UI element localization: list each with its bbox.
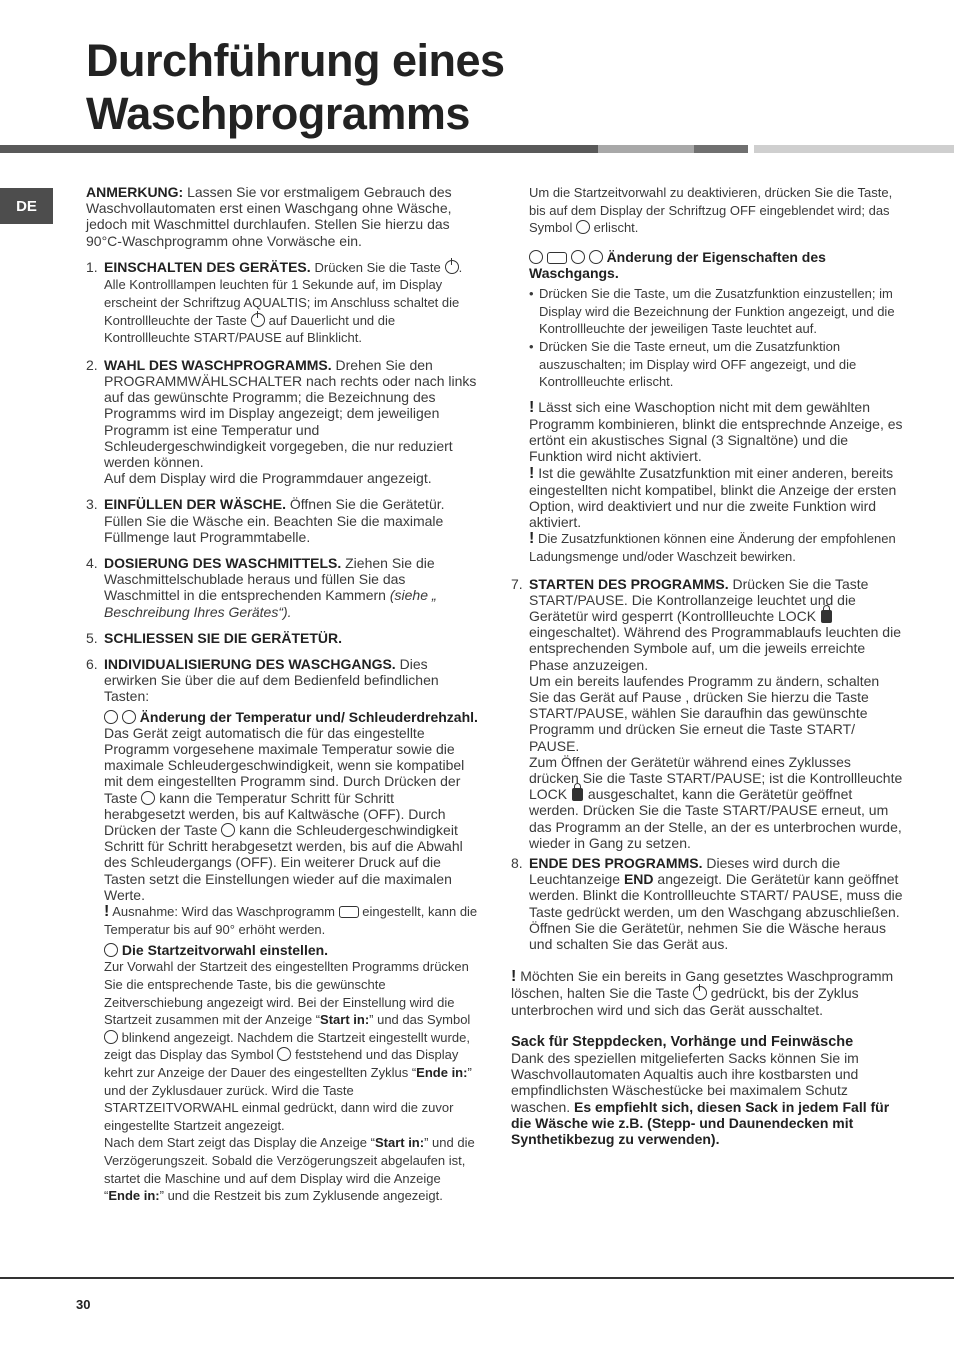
warning-icon: !	[104, 903, 110, 921]
list-item: 2. WAHL DES WASCHPROGRAMMS. Drehen Sie den PROGRAMMWÄHLSCHALTER nach rechts oder nach links auf das gewünschte Programm; die Bezeichnung des Programms wird im Display angezeigt; dem jeweiligen Programm ist eine Temperatur und Schleudergeschwindigkeit vorgegeben, die nur reduziert werden können. Auf dem Display wird die Programmdauer angezeigt.	[86, 356, 477, 487]
list-item: 1. EINSCHALTEN DES GERÄTES. Drücken Sie die Taste . Alle Kontrolllampen leuchten für 1 Sekunde auf, im Display erscheint der Schriftzug AQUALTIS; im Anschluss schaltet die Kontrollleuchte der Taste auf Dauerlicht und die Kontrollleuchte START/PAUSE auf Blinklicht.	[86, 258, 463, 346]
footer-rule	[0, 1277, 954, 1279]
spin-icon	[122, 710, 136, 724]
delay-timer-icon	[104, 1030, 118, 1044]
page-title: Durchführung eines Waschprogramms	[86, 35, 505, 139]
header-rule	[0, 145, 598, 153]
language-tab: DE	[0, 188, 53, 224]
list-item: 8. ENDE DES PROGRAMMS. Dieses wird durch die Leuchtanzeige END angezeigt. Die Gerätetür kann geöffnet werden. Blinkt die Kontrollleuchte START/ PAUSE, muss die Taste gedrückt werden, um den Waschgang abzuschließen. Öffnen Sie die Gerätetür, nehmen Sie die Wäsche heraus und schalten Sie das Gerät aus.	[511, 855, 903, 953]
iron-icon	[547, 252, 567, 264]
list-item: 5. SCHLIESSEN SIE DIE GERÄTETÜR.	[86, 629, 343, 646]
note-paragraph: ANMERKUNG: Lassen Sie vor erstmaligem Gebrauch des Waschvollautomaten erst einen Waschgang ohne Wäsche, jedoch mit Waschmittel durchlaufen. Stellen Sie hierzu das 90°C-Waschprogramm ohne Vorwäsche ein.	[86, 184, 452, 249]
delay-timer-icon	[576, 220, 590, 234]
delay-section: Die Startzeitvorwahl einstellen. Zur Vorwahl der Startzeit des eingestellten Programms drücken Sie die entsprechende Taste, bis die gewünschte Zeitverschiebung angezeigt wird. Bei der Einstellung wird die Startzeit zusammen mit der Anzeige “Start in:” und das Symbol blinkend angezeigt. Nachdem die Startzeit eingestellt wurde, zeigt das Display das Symbol feststehend und das Display kehrt zur Anzeige der Dauer des eingestellten Zyklus “Ende in:” und der Zyklusdauer zurück. Wird die Taste STARTZEITVORWAHL einmal gedrückt, dann wird die zuvor eingestellte Startzeit angezeigt. Nach dem Start zeigt das Display die Anzeige “Start in:” und die Verzögerungszeit. Sobald die Verzögerungszeit abgelaufen ist, startet die Maschine und auf dem Display wird die Anzeige “Ende in:” und die Restzeit bis zum Zyklusende angezeigt.	[104, 942, 475, 1204]
right-column	[511, 184, 903, 1147]
warning-icon: !	[511, 968, 517, 986]
temperature-icon	[104, 710, 118, 724]
power-icon	[251, 313, 265, 327]
delay-timer-icon	[104, 943, 118, 957]
deactivate-paragraph: Um die Startzeitvorwahl zu deaktivieren, drücken Sie die Taste, bis auf dem Display der Schriftzug OFF eingeblendet wird; das Symbol erlischt.	[529, 185, 893, 236]
program-90-icon	[339, 906, 359, 918]
delay-timer-icon	[277, 1047, 291, 1061]
temperature-section: Änderung der Temperatur und/ Schleuderdrehzahl. Das Gerät zeigt automatisch die für das eingestellte Programm vorgesehene maximale Temperatur sowie die maximale Schleudergeschwindigkeit, wenn sie kompatibel mit dem eingestellten Programm sind. Durch Drücken der Taste kann die Temperatur Schritt für Schritt herabgesetzt werden, bis auf Kaltwäsche (OFF). Durch Drücken der Taste kann die Schleudergeschwindigkeit Schritt für Schritt herabgesetzt werden, bis auf die Abwahl des Schleudergangs (OFF). Ein weiterer Druck auf die Tasten setzt die Einstellungen wieder auf die maximalen Werte. ! Ausnahme: Wird das Waschprogramm eingestellt, kann die Temperatur bis auf 90° erhöht werden.	[104, 708, 478, 937]
page-number: 30	[76, 1297, 91, 1312]
lock-icon	[572, 788, 583, 801]
rinse-icon	[571, 250, 585, 264]
temperature-icon	[141, 791, 155, 805]
spin-icon	[221, 823, 235, 837]
list-item: 4. DOSIERUNG DES WASCHMITTELS. Ziehen Sie die Waschmittelschublade heraus und füllen Sie das Waschmittel in die entsprechenden Kammern (siehe „ Beschreibung Ihres Gerätes“).	[86, 555, 437, 620]
warning-icon: !	[529, 530, 535, 548]
warning-icon: !	[529, 398, 535, 416]
cancel-paragraph: ! Möchten Sie ein bereits in Gang gesetztes Waschprogramm löschen, halten Sie die Taste gedrückt, bis der Zyklus unterbrochen wird und sich das Gerät ausschaltet.	[511, 968, 894, 1018]
list-item: 6. INDIVIDUALISIERUNG DES WASCHGANGS. Dies erwirken Sie über die auf dem Bedienfeld befindlichen Tasten: Änderung der Temperatur und/ Schleuderdrehzahl. Das Gerät zeigt automatisch die für das eingestellte Programm vorgesehene maximale Temperatur sowie die maximale Schleudergeschwindigkeit, wenn sie kompatibel mit dem eingestellten Programm sind. Durch Drücken der Taste kann die Temperatur Schritt für Schritt herabgesetzt werden, bis auf Kaltwäsche (OFF). Durch Drücken der Taste kann die Schleudergeschwindigkeit Schritt für Schritt herabgesetzt werden, bis auf die Abwahl des Schleudergangs (OFF). Ein weiterer Druck auf die Tasten setzt die Einstellungen wieder auf die maximalen Werte. ! Ausnahme: Wird das Waschprogramm eingestellt, kann die Temperatur bis auf 90° erhöht werden. Die Startzeitvorwahl einstellen. Zur Vorwahl der Startzeit des eingestellten Programms drücken Sie die entsprechende Taste, bis die gewünschte Zeitverschiebung angezeigt wird. Bei der Einstellung wird die Startzeit zusammen mit der Anzeige “Start in:” und das Symbol blinkend angezeigt. Nachdem die Startzeit eingestellt wurde, zeigt das Display das Symbol feststehend und das Display kehrt zur Anzeige der Dauer des eingestellten Zyklus “Ende in:” und der Zyklusdauer zurück. Wird die Taste STARTZEITVORWAHL einmal gedrückt, dann wird die zuvor eingestellte Startzeit angezeigt. Nach dem Start zeigt das Display die Anzeige “Start in:” und die Verzögerungszeit. Sobald die Verzögerungszeit abgelaufen ist, startet die Maschine und auf dem Display wird die Anzeige “Ende in:” und die Restzeit bis zum Zyklusende angezeigt.	[86, 656, 478, 1204]
header-rule	[694, 145, 748, 153]
warning-icon: !	[529, 464, 535, 482]
power-icon	[445, 260, 459, 274]
power-icon	[693, 986, 707, 1000]
stain-icon	[529, 250, 543, 264]
sack-section: Sack für Steppdecken, Vorhänge und Feinwäsche Dank des speziellen mitgelieferten Sacks können Sie im Waschvollautomaten Aqualtis auch ihre kostbarsten und empfindlichsten Wäschestücke bei maximalem Schutz waschen. Es empfiehlt sich, diesen Sack in jedem Fall für die Wäsche wie z.B. (Stepp- und Daunendecken mit Synthetikbezug zu verwenden).	[511, 1033, 890, 1148]
header-rule	[598, 145, 694, 153]
left-column	[86, 184, 478, 1205]
list-item: 3. EINFÜLLEN DER WÄSCHE. Öffnen Sie die Gerätetür. Füllen Sie die Wäsche ein. Beachten Sie die maximale Füllmenge laut Programmtabelle.	[86, 496, 445, 545]
header-rule	[754, 145, 954, 153]
options-section: Änderung der Eigenschaften des Waschgangs. • Drücken Sie die Taste, um die Zusatzfunktion einzustellen; im Display wird die Bezeichnung der Funktion angezeigt, und die Kontrollleuchte der jeweiligen Taste leuchtet auf. • Drücken Sie die Taste erneut, um die Zusatzfunktion auszuschalten; im Display wird OFF angezeigt, und die Kontrollleuchte erlischt. ! Lässt sich eine Waschoption nicht mit dem gewählten Programm kombinieren, blinkt die entsprechnde Anzeige, es ertönt ein akustisches Signal (3 Signaltöne) und die Funktion wird nicht aktiviert. ! Ist die gewählte Zusatzfunktion mit einer anderen, bereits eingestellten nicht kompatibel, blinkt die Anzeige der ersten Option, wird deaktiviert und nur die zweite Funktion wird aktiviert. ! Die Zusatzfunktionen können eine Änderung der empfohlenen Ladungsmenge und/oder Waschzeit bewirken.	[511, 249, 903, 566]
lock-icon	[821, 610, 832, 623]
list-item: 7. STARTEN DES PROGRAMMS. Drücken Sie die Taste START/PAUSE. Die Kontrollanzeige leuchtet und die Gerätetür wird gesperrt (Kontrollleuchte LOCK eingeschaltet). Während des Programmablaufs leuchten die entsprechenden Symbole auf, um die jeweils erreichte Phase anzuzeigen. Um ein bereits laufendes Programm zu ändern, schalten Sie das Gerät auf Pause , drücken Sie hierzu die Taste START/PAUSE, wählen Sie daraufhin das gewünschte Programm und drücken Sie erneut die Taste START/ PAUSE. Zum Öffnen der Gerätetür während eines Zyklusses drücken Sie die Taste START/PAUSE; ist die Kontrollleuchte LOCK ausgeschaltet, kann die Gerätetür geöffnet werden. Drücken Sie die Taste START/PAUSE erneut, um das Programm an der Stelle, an der es unterbrochen wurde, wieder in Gang zu setzen.	[511, 575, 903, 851]
prewash-icon	[589, 250, 603, 264]
